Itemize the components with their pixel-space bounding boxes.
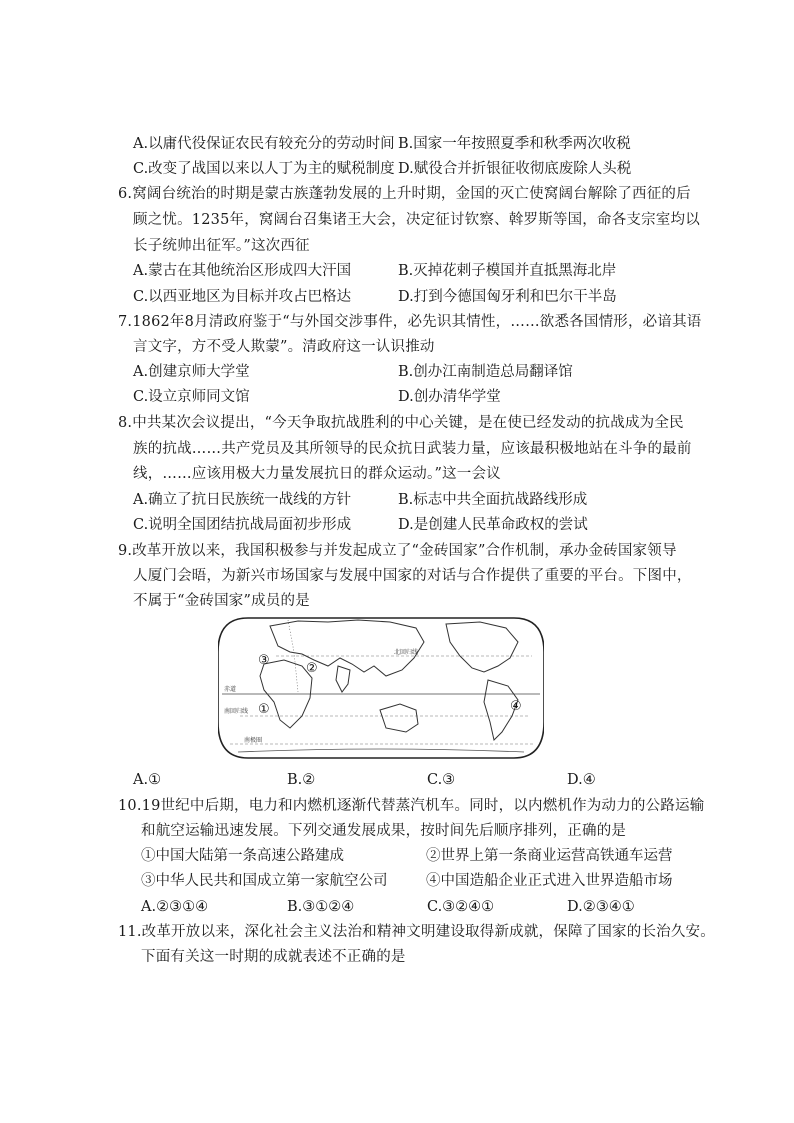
q8-stem-line-2: 族的抗战……共产党员及其所领导的民众抗日武装力量，应该最积极地站在斗争的最前: [133, 441, 692, 457]
q10-item-1: ①中国大陆第一条高速公路建成: [141, 848, 344, 864]
q10-option-b: B.③①②④: [287, 899, 355, 915]
q9-option-a: A.①: [133, 772, 162, 788]
q7-option-a: A.创建京师大学堂: [133, 364, 250, 380]
q5-option-d: D.赋役合并折银征收彻底废除人头税: [398, 161, 632, 177]
q7-option-c: C.设立京师同文馆: [133, 389, 250, 405]
q9-stem-line-2: 人厦门会晤，为新兴市场国家与发展中国家的对话与合作提供了重要的平台。下图中，: [133, 568, 692, 584]
q8-option-a: A.确立了抗日民族统一战线的方针: [133, 492, 352, 508]
q9-stem-line-1: 9.改革开放以来，我国积极参与并发起成立了“金砖国家”合作机制，承办金砖国家领导: [118, 543, 677, 559]
q8-stem-line-3: 线，……应该用极大力量发展抗日的群众运动。”这一会议: [133, 466, 501, 482]
q10-stem-line-1: 10.19世纪中后期，电力和内燃机逐渐代替蒸汽机车。同时，以内燃机作为动力的公路运输: [118, 798, 705, 814]
q5-option-a: A.以庸代役保证农民有较充分的劳动时间: [133, 136, 395, 152]
q7-stem-line-2: 言文字，方不受人欺蒙”。清政府这一认识推动: [133, 339, 435, 355]
map-marker-1: ①: [258, 702, 270, 717]
q10-item-4: ④中国造船企业正式进入世界造船市场: [426, 873, 673, 889]
q6-stem-line-1: 6.窝阔台统治的时期是蒙古族蓬勃发展的上升时期，金国的灭亡使窝阔台解除了西征的后: [118, 186, 691, 202]
world-map-figure: [218, 612, 544, 762]
q10-item-2: ②世界上第一条商业运营高铁通车运营: [426, 848, 673, 864]
tropic-capricorn-label: 南回归线: [224, 708, 249, 715]
q7-option-b: B.创办江南制造总局翻译馆: [398, 364, 573, 380]
q9-stem-line-3: 不属于“金砖国家”成员的是: [133, 593, 310, 609]
q10-option-d: D.②③④①: [567, 899, 635, 915]
q6-stem-line-2: 顾之忧。1235年，窝阔台召集诸王大会，决定征讨钦察、斡罗斯等国，命各支宗室均以: [133, 212, 700, 228]
world-map: [218, 612, 544, 762]
tropic-cancer-label: 北回归线: [394, 649, 419, 656]
q7-option-d: D.创办清华学堂: [398, 389, 501, 405]
antarctic-circle-label: 南极圈: [244, 737, 263, 744]
q8-option-b: B.标志中共全面抗战路线形成: [398, 492, 588, 508]
q9-option-b: B.②: [287, 772, 316, 788]
map-marker-3: ③: [258, 653, 270, 668]
q10-option-a: A.②③①④: [141, 899, 209, 915]
q10-option-c: C.③②④①: [427, 899, 495, 915]
q9-option-c: C.③: [427, 772, 456, 788]
q5-option-b: B.国家一年按照夏季和秋季两次收税: [398, 136, 631, 152]
q10-stem-line-2: 和航空运输迅速发展。下列交通发展成果，按时间先后顺序排列，正确的是: [141, 823, 627, 839]
q6-option-b: B.灭掉花剌子模国并直抵黑海北岸: [398, 263, 617, 279]
q6-option-c: C.以西亚地区为目标并攻占巴格达: [133, 289, 352, 305]
map-frame: [218, 618, 544, 758]
q6-stem-line-3: 长子统帅出征军。”这次西征: [133, 238, 310, 254]
q6-option-a: A.蒙古在其他统治区形成四大汗国: [133, 263, 352, 279]
q7-stem-line-1: 7.1862年8月清政府鉴于“与外国交涉事件，必先识其情性，……欲悉各国情形，必谙其语: [118, 314, 702, 330]
q8-option-d: D.是创建人民革命政权的尝试: [398, 517, 588, 533]
q9-option-d: D.④: [567, 772, 596, 788]
q8-option-c: C.说明全国团结抗战局面初步形成: [133, 517, 352, 533]
q10-item-3: ③中华人民共和国成立第一家航空公司: [141, 873, 388, 889]
q5-option-c: C.改变了战国以来以人丁为主的赋税制度: [133, 161, 395, 177]
q6-option-d: D.打到今德国匈牙利和巴尔干半岛: [398, 289, 617, 305]
q11-stem-line-1: 11.改革开放以来，深化社会主义法治和精神文明建设取得新成就，保障了国家的长治久安。: [118, 924, 715, 940]
map-marker-2: ②: [306, 661, 318, 676]
map-marker-4: ④: [510, 699, 522, 714]
q8-stem-line-1: 8.中共某次会议提出，“今天争取抗战胜利的中心关键，是在使已经发动的抗战成为全民: [118, 415, 684, 431]
q11-stem-line-2: 下面有关这一时期的成就表述不正确的是: [141, 949, 406, 965]
equator-label: 赤道: [224, 686, 237, 693]
